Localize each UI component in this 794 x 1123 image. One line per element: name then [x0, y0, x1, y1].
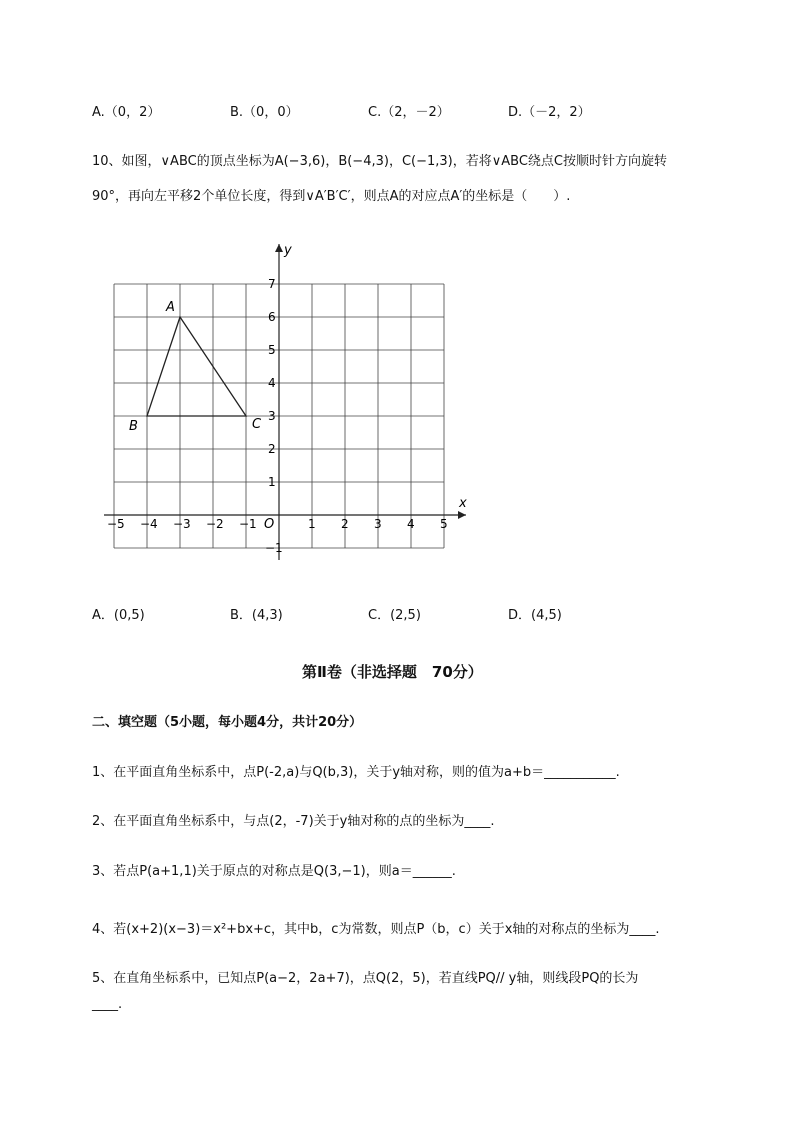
question-5-line2: ____. — [92, 997, 123, 1012]
q10-option-b: B．(4,3) — [230, 608, 283, 623]
x-tick-label: −2 — [206, 517, 224, 531]
x-tick-label: 5 — [440, 517, 448, 531]
section-subtitle: 二、填空题（5小题，每小题4分，共计20分） — [92, 715, 363, 730]
x-tick-label: 1 — [308, 517, 316, 531]
q10-stem-line1: 10、如图，∨ABC的顶点坐标为A(−3,6)，B(−4,3)，C(−1,3)，若将∨ABC绕点C按顺时针方向旋转 — [92, 154, 667, 169]
q10-stem-line2: 90°，再向左平移2个单位长度，得到∨A′B′C′，则点A的对应点A′的坐标是（ ）. — [92, 189, 571, 204]
x-tick-label: −3 — [173, 517, 191, 531]
y-tick-labels — [265, 277, 283, 555]
x-tick-label: −4 — [140, 517, 158, 531]
q10-option-c: C．(2,5) — [368, 608, 421, 623]
question-3: 3、若点P(a+1,1)关于原点的对称点是Q(3,−1)，则a＝______. — [92, 864, 456, 879]
x-axis-arrow — [458, 511, 466, 519]
axes — [104, 244, 466, 560]
vertex-label-b: B — [129, 419, 138, 434]
question-4: 4、若(x+2)(x−3)＝x²+bx+c，其中b，c为常数，则点P（b，c）关于x轴的对称点的坐标为____. — [92, 922, 660, 937]
x-tick-label: 3 — [374, 517, 382, 531]
x-tick-label: −1 — [239, 517, 257, 531]
vertex-label-c: C — [252, 417, 262, 432]
triangle-abc — [147, 317, 246, 416]
y-tick-label: 4 — [268, 376, 276, 390]
question-5-line1: 5、在直角坐标系中，已知点P(a−2，2a+7)，点Q(2，5)，若直线PQ// y轴，则线段PQ的长为 — [92, 971, 639, 986]
y-tick-label: −1 — [265, 541, 283, 555]
y-axis-label: y — [284, 243, 292, 258]
vertex-labels — [129, 300, 262, 434]
x-axis-label: x — [459, 496, 467, 511]
y-tick-label: 3 — [268, 409, 276, 423]
y-tick-label: 1 — [268, 475, 276, 489]
question-2: 2、在平面直角坐标系中，与点(2，-7)关于y轴对称的点的坐标为____. — [92, 814, 495, 829]
y-axis-arrow — [275, 244, 283, 252]
x-tick-label: −5 — [107, 517, 125, 531]
grid-lines — [114, 284, 444, 548]
origin-label: O — [264, 517, 275, 532]
q9-option-b: B.（0，0） — [230, 105, 299, 120]
y-tick-label: 2 — [268, 442, 276, 456]
y-tick-label: 5 — [268, 343, 276, 357]
question-1: 1、在平面直角坐标系中，点P(-2,a)与Q(b,3)，关于y轴对称，则的值为a+b＝___________. — [92, 765, 620, 780]
section-title: 第Ⅱ卷（非选择题 70分） — [302, 663, 483, 681]
x-tick-label: 4 — [407, 517, 415, 531]
q9-option-d: D.（－2，2） — [508, 105, 591, 120]
x-tick-label: 2 — [341, 517, 349, 531]
y-tick-label: 7 — [268, 277, 276, 291]
q9-option-c: C.（2，－2） — [368, 105, 450, 120]
vertex-label-a: A — [166, 300, 175, 315]
y-tick-label: 6 — [268, 310, 276, 324]
x-tick-labels — [107, 517, 448, 531]
q10-option-d: D．(4,5) — [508, 608, 562, 623]
q9-option-a: A.（0，2） — [92, 105, 161, 120]
q10-option-a: A．(0,5) — [92, 608, 145, 623]
